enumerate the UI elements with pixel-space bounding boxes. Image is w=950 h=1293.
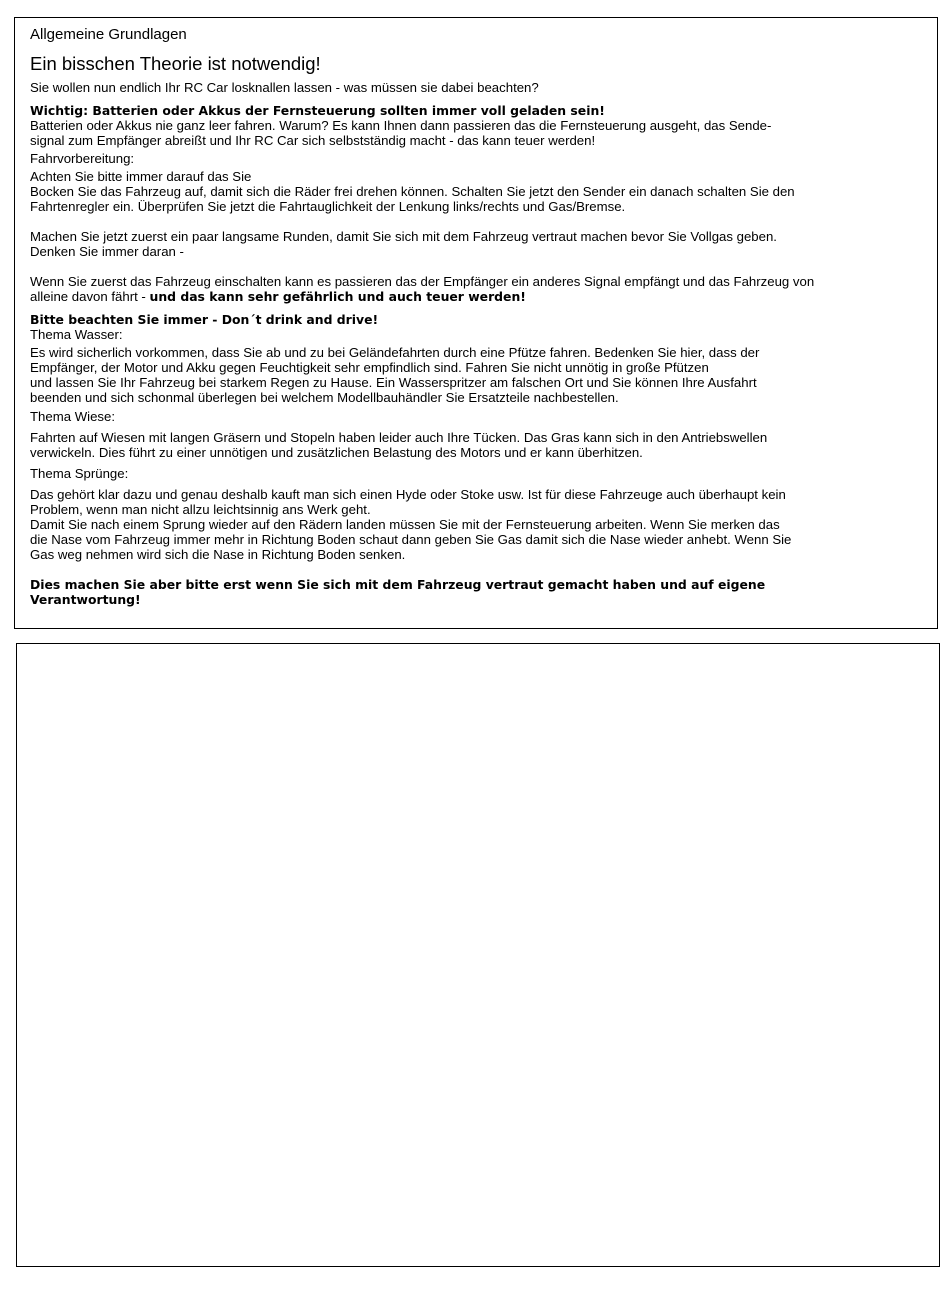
important-heading: Wichtig: Batterien oder Akkus der Fernsteuerung sollten immer voll geladen sein!: [30, 103, 605, 118]
prep-line: Achten Sie bitte immer darauf das Sie: [30, 169, 252, 184]
empty-panel: [16, 643, 940, 1267]
text-panel: [14, 17, 938, 629]
warning-paragraph: [30, 274, 937, 304]
jumps-text: Das gehört klar dazu und genau deshalb kauft man sich einen Hyde oder Stoke usw. Ist für diese Fahrzeuge auch überhaupt kein Problem, wenn man nicht allzu leichtsinnig ans Werk geht.: [30, 487, 786, 517]
meadow-label: Thema Wiese:: [30, 409, 116, 424]
jumps-text-2: Damit Sie nach einem Sprung wieder auf den Rädern landen müssen Sie mit der Fernsteuerung arbeiten. Wenn Sie merken das die Nase vom Fahrzeug immer mehr in Richtung Boden schaut dann geben Sie Gas damit sich die Nase wieder anhebt. Wenn Sie Gas weg nehmen wird sich die Nase in Richtung Boden senken.: [30, 517, 792, 562]
water-label: Thema Wasser:: [30, 327, 123, 342]
final-note: Dies machen Sie aber bitte erst wenn Sie sich mit dem Fahrzeug vertraut gemacht haben und auf eigene Verantwortung!: [30, 577, 766, 607]
water-text: Es wird sicherlich vorkommen, dass Sie ab und zu bei Geländefahrten durch eine Pfütze fahren. Bedenken Sie hier, dass der Empfänger, der Motor und Akku gegen Feuchtigkeit sehr empfindlich sind. Fahren Sie nicht unnötig in große Pfützen und lassen Sie Ihr Fahrzeug bei starkem Regen zu Hause. Ein Wasserspritzer am falschen Ort und Sie können Ihre Ausfahrt beenden und sich schonmal überlegen bei welchem Modellbauhändler Sie Ersatzteile nachbestellen.: [30, 345, 760, 405]
page-title: Ein bisschen Theorie ist notwendig!: [30, 53, 321, 74]
warning-text: Wenn Sie zuerst das Fahrzeug einschalten kann es passieren das der Empfänger ein anderes Signal empfängt und das Fahrzeug von alleine davon fährt -: [30, 274, 815, 304]
prep-text: Bocken Sie das Fahrzeug auf, damit sich die Räder frei drehen können. Schalten Sie jetzt den Sender ein danach schalten Sie den Fahrtenregler ein. Überprüfen Sie jetzt die Fahrtauglichkeit der Lenkung links/rechts und Gas/Bremse.: [30, 184, 795, 214]
section-label: Allgemeine Grundlagen: [30, 26, 187, 43]
slow-laps-text: Machen Sie jetzt zuerst ein paar langsame Runden, damit Sie sich mit dem Fahrzeug vertraut machen bevor Sie Vollgas geben. Denken Sie immer daran -: [30, 229, 777, 259]
warning-bold: und das kann sehr gefährlich und auch teuer werden!: [149, 289, 526, 304]
jumps-label: Thema Sprünge:: [30, 466, 129, 481]
intro-text: Sie wollen nun endlich Ihr RC Car losknallen lassen - was müssen sie dabei beachten?: [30, 80, 539, 95]
dont-drink-heading: Bitte beachten Sie immer - Don´t drink and drive!: [30, 312, 379, 327]
prep-label: Fahrvorbereitung:: [30, 151, 135, 166]
meadow-text: Fahrten auf Wiesen mit langen Gräsern und Stopeln haben leider auch Ihre Tücken. Das Gras kann sich in den Antriebswellen verwickeln. Dies führt zu einer unnötigen und zusätzlichen Belastung des Motors und er kann überhitzen.: [30, 430, 768, 460]
important-text: Batterien oder Akkus nie ganz leer fahren. Warum? Es kann Ihnen dann passieren das die Fernsteuerung ausgeht, das Sende- signal zum Empfänger abreißt und Ihr RC Car sich selbstständig macht - das kann teuer werden!: [30, 118, 772, 148]
